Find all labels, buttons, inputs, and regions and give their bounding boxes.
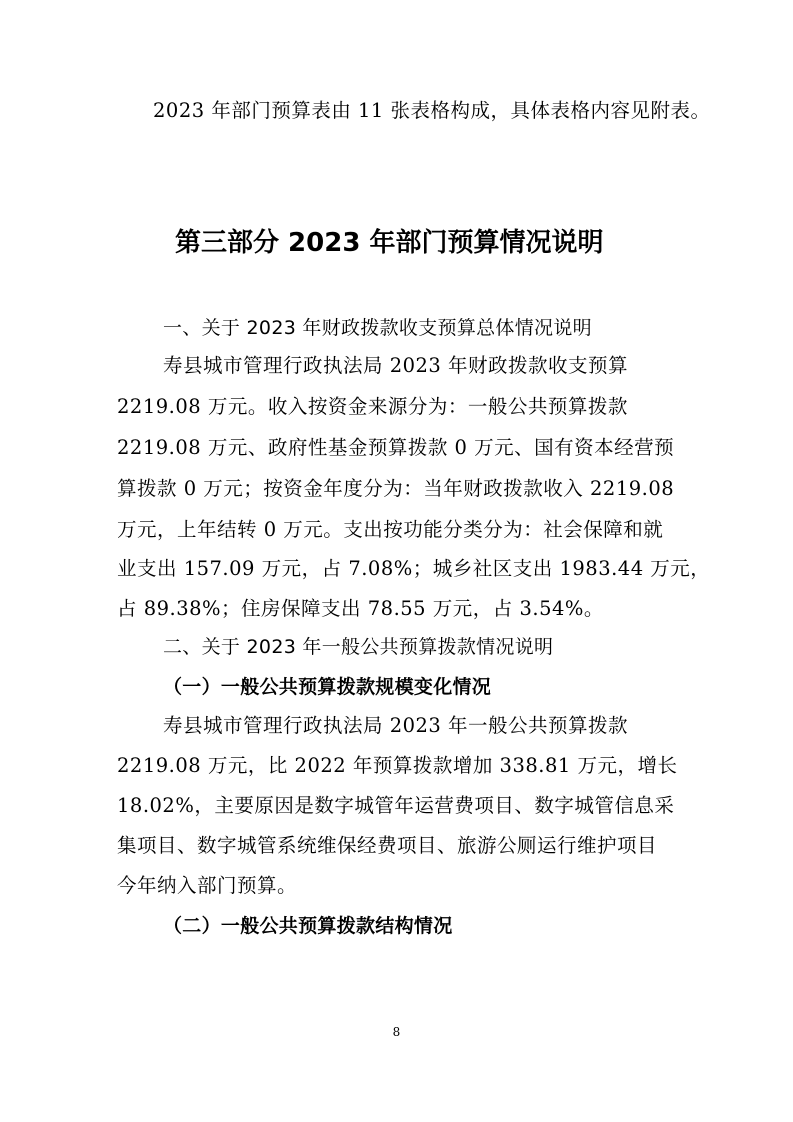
- subsection1-heading: （一）一般公共预算拨款规模变化情况: [163, 676, 492, 698]
- subsection1-paragraph-line: 18.02%，主要原因是数字城管年运营费项目、数字城管信息采: [117, 794, 675, 817]
- section1-paragraph-line: 占 89.38%；住房保障支出 78.55 万元，占 3.54%。: [117, 597, 604, 620]
- subsection1-paragraph-line: 寿县城市管理行政执法局 2023 年一般公共预算拨款: [163, 714, 629, 737]
- section1-paragraph-line: 2219.08 万元。收入按资金来源分为：一般公共预算拨款: [117, 395, 628, 418]
- subsection1-paragraph-line: 今年纳入部门预算。: [117, 874, 298, 897]
- section1-paragraph-line: 业支出 157.09 万元，占 7.08%；城乡社区支出 1983.44 万元，: [117, 557, 711, 580]
- section1-heading: 一、关于 2023 年财政拨款收支预算总体情况说明: [163, 317, 592, 339]
- section1-paragraph-line: 2219.08 万元、政府性基金预算拨款 0 万元、国有资本经营预: [117, 436, 675, 459]
- section1-paragraph-line: 寿县城市管理行政执法局 2023 年财政拨款收支预算: [163, 354, 629, 377]
- section1-paragraph-line: 算拨款 0 万元；按资金年度分为：当年财政拨款收入 2219.08: [117, 477, 675, 500]
- page-number: 8: [392, 1025, 401, 1039]
- section1-paragraph-line: 万元，上年结转 0 万元。支出按功能分类分为：社会保障和就: [117, 518, 664, 541]
- subsection1-paragraph-line: 2219.08 万元，比 2022 年预算拨款增加 338.81 万元，增长: [117, 754, 678, 777]
- subsection2-heading: （二）一般公共预算拨款结构情况: [163, 915, 453, 937]
- part-title: 第三部分 2023 年部门预算情况说明: [175, 228, 604, 258]
- section2-heading: 二、关于 2023 年一般公共预算拨款情况说明: [163, 636, 554, 658]
- intro-line: 2023 年部门预算表由 11 张表格构成，具体表格内容见附表。: [153, 99, 711, 122]
- subsection1-paragraph-line: 集项目、数字城管系统维保经费项目、旅游公厕运行维护项目: [117, 834, 658, 857]
